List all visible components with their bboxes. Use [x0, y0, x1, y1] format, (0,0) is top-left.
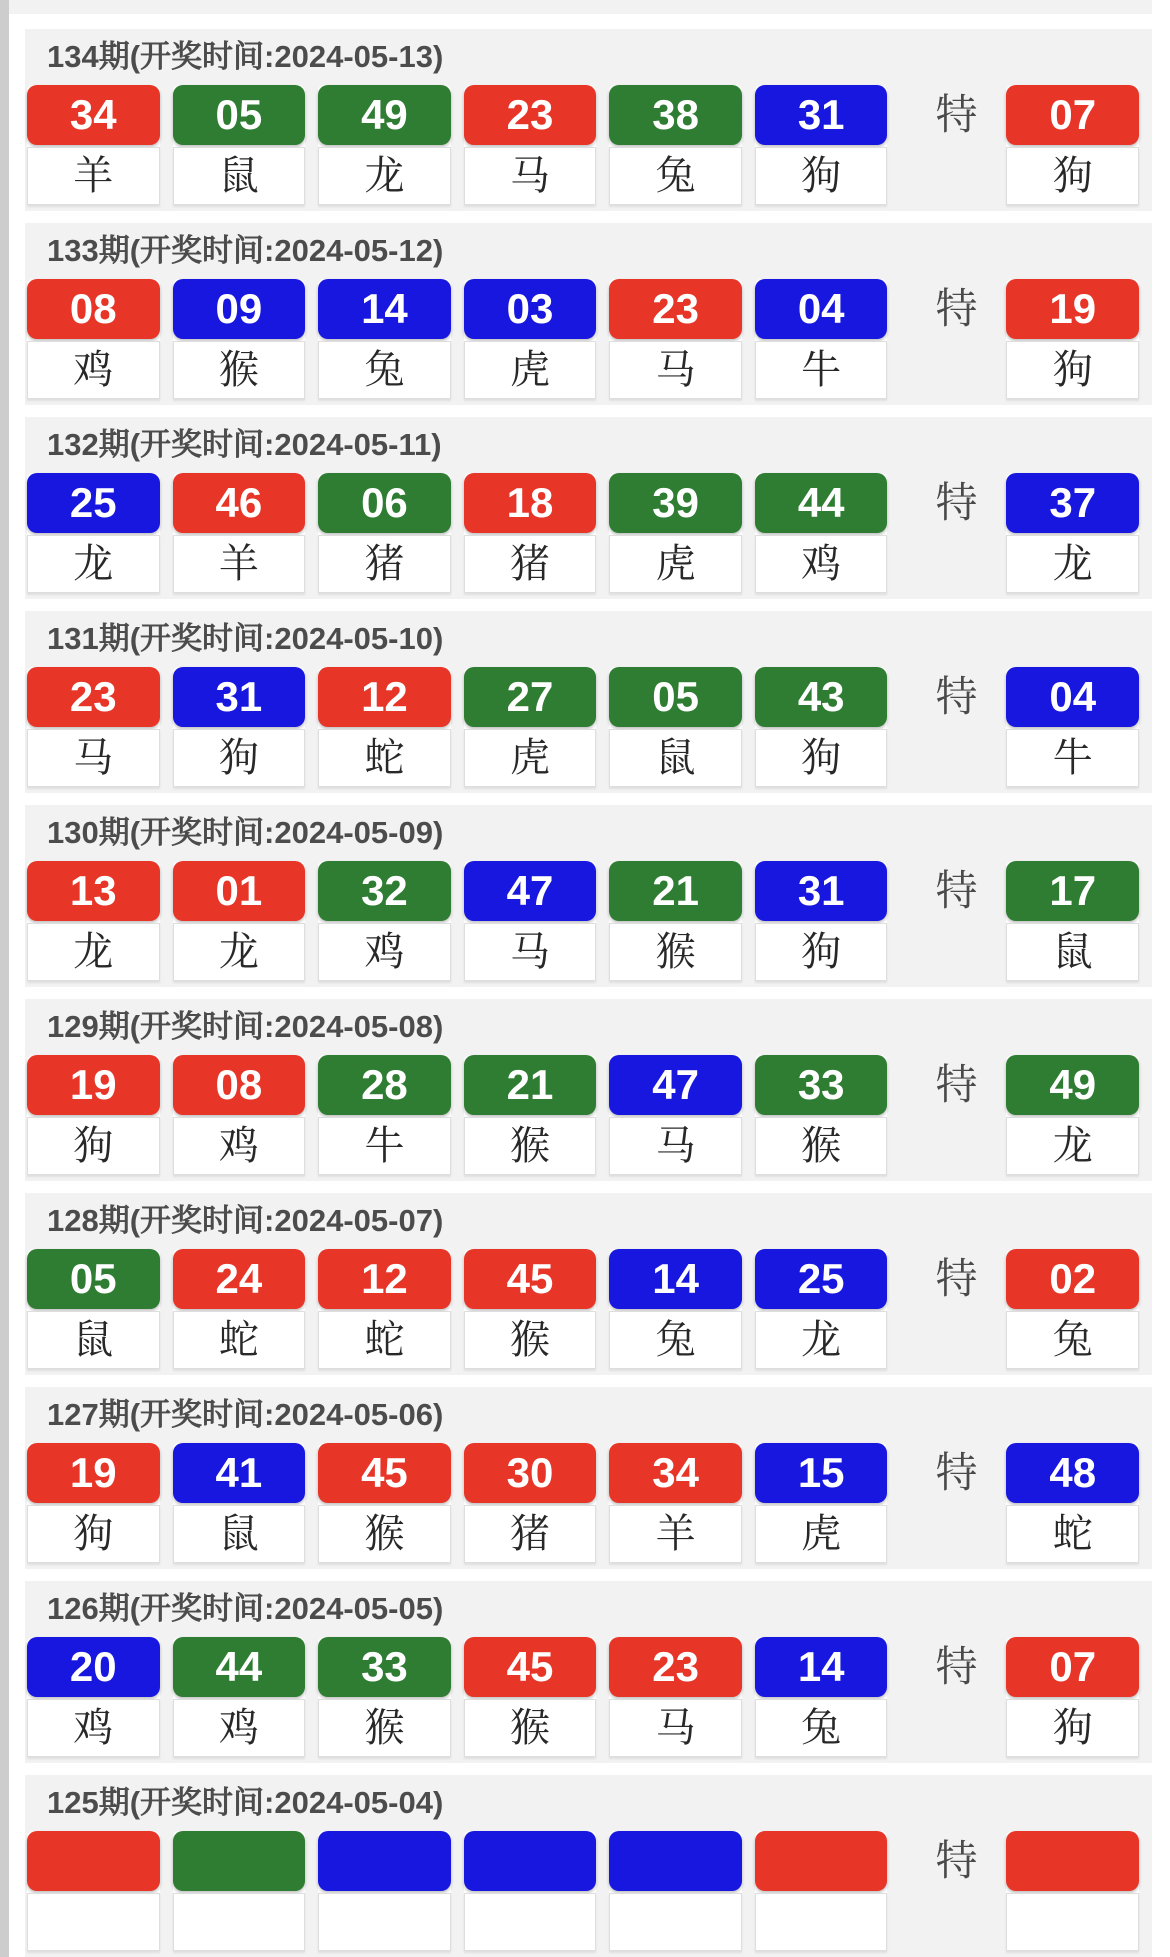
period-section — [25, 1581, 1152, 1763]
ball-zodiac: 猪 — [464, 1505, 597, 1563]
ball-number: 45 — [318, 1443, 451, 1503]
ball-card — [609, 1249, 742, 1369]
ball-card — [318, 1831, 451, 1951]
ball-zodiac: 狗 — [27, 1117, 160, 1175]
period-title: 129期(开奖时间:2024-05-08) — [47, 1009, 444, 1044]
special-ball-card — [1006, 1249, 1139, 1369]
ball-card — [755, 667, 888, 787]
ball-card — [27, 1831, 160, 1951]
ball-number: 32 — [318, 861, 451, 921]
left-edge-strip — [0, 0, 9, 1957]
ball-card — [173, 279, 306, 399]
ball-zodiac: 猴 — [318, 1699, 451, 1757]
ball-card — [609, 279, 742, 399]
ball-zodiac: 鼠 — [1006, 923, 1139, 981]
special-marker-label: 特 — [935, 1837, 978, 1884]
ball-card — [173, 1249, 306, 1369]
ball-number: 41 — [173, 1443, 306, 1503]
ball-number: 33 — [318, 1637, 451, 1697]
ball-zodiac: 狗 — [1006, 341, 1139, 399]
ball-card — [318, 473, 451, 593]
ball-zodiac: 蛇 — [173, 1311, 306, 1369]
ball-zodiac: 蛇 — [1006, 1505, 1139, 1563]
ball-card — [464, 1637, 597, 1757]
ball-zodiac: 猴 — [609, 923, 742, 981]
ball-number: 12 — [318, 1249, 451, 1309]
ball-number: 49 — [318, 85, 451, 145]
ball-zodiac: 龙 — [318, 147, 451, 205]
ball-card — [173, 1055, 306, 1175]
ball-number — [27, 1831, 160, 1891]
ball-card — [755, 1055, 888, 1175]
ball-zodiac: 羊 — [609, 1505, 742, 1563]
ball-zodiac: 猴 — [755, 1117, 888, 1175]
period-section — [25, 1387, 1152, 1569]
ball-number: 44 — [755, 473, 888, 533]
ball-number: 18 — [464, 473, 597, 533]
ball-zodiac: 羊 — [27, 147, 160, 205]
ball-number: 05 — [609, 667, 742, 727]
ball-number — [464, 1831, 597, 1891]
ball-number: 13 — [27, 861, 160, 921]
ball-number: 05 — [27, 1249, 160, 1309]
ball-zodiac — [755, 1893, 888, 1951]
ball-card — [755, 1637, 888, 1757]
special-marker-label: 特 — [935, 867, 978, 914]
ball-card — [464, 861, 597, 981]
ball-card — [173, 1637, 306, 1757]
ball-zodiac — [27, 1893, 160, 1951]
special-marker-label: 特 — [935, 91, 978, 138]
ball-number — [1006, 1831, 1139, 1891]
period-section — [25, 1193, 1152, 1375]
ball-zodiac: 鼠 — [173, 1505, 306, 1563]
special-ball-card — [1006, 473, 1139, 593]
ball-card — [318, 279, 451, 399]
special-ball-card — [1006, 1443, 1139, 1563]
special-marker-label: 特 — [935, 1255, 978, 1302]
ball-number: 19 — [27, 1443, 160, 1503]
ball-card — [609, 473, 742, 593]
ball-card — [464, 279, 597, 399]
ball-card — [609, 1443, 742, 1563]
ball-zodiac: 猪 — [464, 535, 597, 593]
ball-number: 39 — [609, 473, 742, 533]
draw-row — [25, 861, 1152, 981]
period-title: 130期(开奖时间:2024-05-09) — [47, 815, 444, 850]
ball-number: 07 — [1006, 85, 1139, 145]
ball-card — [755, 473, 888, 593]
ball-zodiac: 兔 — [318, 341, 451, 399]
ball-zodiac — [464, 1893, 597, 1951]
ball-card — [464, 473, 597, 593]
special-ball-card — [1006, 1637, 1139, 1757]
ball-number: 20 — [27, 1637, 160, 1697]
ball-card — [464, 1443, 597, 1563]
ball-card — [173, 861, 306, 981]
ball-card — [27, 1637, 160, 1757]
ball-number: 03 — [464, 279, 597, 339]
ball-number: 47 — [609, 1055, 742, 1115]
ball-zodiac: 猴 — [173, 341, 306, 399]
ball-number: 44 — [173, 1637, 306, 1697]
ball-card — [27, 473, 160, 593]
ball-zodiac: 鸡 — [318, 923, 451, 981]
ball-zodiac: 马 — [464, 923, 597, 981]
ball-card — [609, 85, 742, 205]
ball-zodiac: 猪 — [318, 535, 451, 593]
ball-zodiac: 兔 — [609, 147, 742, 205]
special-marker-label: 特 — [935, 1061, 978, 1108]
ball-zodiac: 龙 — [1006, 535, 1139, 593]
ball-number: 34 — [609, 1443, 742, 1503]
special-ball-card — [1006, 861, 1139, 981]
ball-number: 23 — [27, 667, 160, 727]
ball-zodiac — [318, 1893, 451, 1951]
ball-card — [318, 1055, 451, 1175]
ball-zodiac: 鸡 — [173, 1117, 306, 1175]
period-section — [25, 29, 1152, 211]
ball-card — [318, 1249, 451, 1369]
ball-number: 33 — [755, 1055, 888, 1115]
ball-zodiac: 虎 — [609, 535, 742, 593]
ball-zodiac — [609, 1893, 742, 1951]
ball-zodiac: 龙 — [27, 923, 160, 981]
ball-number — [173, 1831, 306, 1891]
ball-number: 12 — [318, 667, 451, 727]
ball-card — [755, 861, 888, 981]
draw-row — [25, 1443, 1152, 1563]
ball-number: 23 — [609, 1637, 742, 1697]
draw-row — [25, 473, 1152, 593]
special-marker-label: 特 — [935, 285, 978, 332]
ball-zodiac: 兔 — [1006, 1311, 1139, 1369]
ball-card — [609, 861, 742, 981]
ball-card — [27, 1249, 160, 1369]
draw-row — [25, 1249, 1152, 1369]
ball-zodiac: 狗 — [755, 147, 888, 205]
ball-zodiac: 羊 — [173, 535, 306, 593]
ball-card — [609, 1637, 742, 1757]
ball-zodiac: 猴 — [464, 1311, 597, 1369]
ball-zodiac: 龙 — [173, 923, 306, 981]
ball-zodiac: 鸡 — [755, 535, 888, 593]
ball-number: 14 — [318, 279, 451, 339]
period-section — [25, 1775, 1152, 1957]
ball-number: 06 — [318, 473, 451, 533]
ball-card — [609, 1831, 742, 1951]
ball-zodiac: 牛 — [318, 1117, 451, 1175]
ball-card — [464, 667, 597, 787]
ball-number: 09 — [173, 279, 306, 339]
ball-number: 19 — [27, 1055, 160, 1115]
ball-number: 23 — [464, 85, 597, 145]
ball-zodiac: 龙 — [755, 1311, 888, 1369]
ball-number: 31 — [755, 861, 888, 921]
ball-zodiac: 牛 — [1006, 729, 1139, 787]
ball-number: 38 — [609, 85, 742, 145]
ball-card — [27, 279, 160, 399]
ball-zodiac: 狗 — [1006, 1699, 1139, 1757]
ball-number: 23 — [609, 279, 742, 339]
special-ball-card — [1006, 1055, 1139, 1175]
ball-number: 04 — [1006, 667, 1139, 727]
ball-number: 19 — [1006, 279, 1139, 339]
ball-number: 04 — [755, 279, 888, 339]
ball-zodiac: 鸡 — [27, 1699, 160, 1757]
ball-card — [27, 861, 160, 981]
special-ball-card — [1006, 85, 1139, 205]
ball-number: 02 — [1006, 1249, 1139, 1309]
ball-number: 46 — [173, 473, 306, 533]
period-section — [25, 417, 1152, 599]
ball-zodiac: 牛 — [755, 341, 888, 399]
ball-card — [464, 1249, 597, 1369]
draw-row — [25, 1055, 1152, 1175]
ball-number — [609, 1831, 742, 1891]
period-title: 127期(开奖时间:2024-05-06) — [47, 1397, 444, 1432]
ball-zodiac: 狗 — [27, 1505, 160, 1563]
ball-zodiac: 马 — [464, 147, 597, 205]
ball-card — [27, 1443, 160, 1563]
special-marker-label: 特 — [935, 673, 978, 720]
ball-number: 30 — [464, 1443, 597, 1503]
ball-zodiac: 虎 — [464, 341, 597, 399]
ball-number: 14 — [609, 1249, 742, 1309]
special-marker-label: 特 — [935, 1449, 978, 1496]
ball-zodiac: 猴 — [464, 1117, 597, 1175]
special-ball-card — [1006, 279, 1139, 399]
ball-card — [173, 667, 306, 787]
ball-number: 07 — [1006, 1637, 1139, 1697]
ball-card — [464, 85, 597, 205]
ball-number: 08 — [27, 279, 160, 339]
ball-card — [464, 1055, 597, 1175]
ball-zodiac: 龙 — [1006, 1117, 1139, 1175]
ball-card — [27, 667, 160, 787]
ball-zodiac — [1006, 1893, 1139, 1951]
ball-card — [755, 279, 888, 399]
ball-zodiac: 猴 — [318, 1505, 451, 1563]
ball-number: 31 — [173, 667, 306, 727]
ball-number: 49 — [1006, 1055, 1139, 1115]
period-title: 132期(开奖时间:2024-05-11) — [47, 427, 442, 462]
ball-number: 14 — [755, 1637, 888, 1697]
ball-number: 25 — [27, 473, 160, 533]
ball-zodiac: 狗 — [755, 729, 888, 787]
ball-card — [318, 1637, 451, 1757]
ball-zodiac — [173, 1893, 306, 1951]
ball-number: 47 — [464, 861, 597, 921]
ball-zodiac: 马 — [27, 729, 160, 787]
period-section — [25, 999, 1152, 1181]
ball-zodiac: 狗 — [173, 729, 306, 787]
ball-zodiac: 鸡 — [27, 341, 160, 399]
ball-zodiac: 狗 — [755, 923, 888, 981]
ball-card — [318, 85, 451, 205]
ball-zodiac: 兔 — [609, 1311, 742, 1369]
ball-number: 37 — [1006, 473, 1139, 533]
draw-row — [25, 1637, 1152, 1757]
period-title: 128期(开奖时间:2024-05-07) — [47, 1203, 444, 1238]
ball-number: 48 — [1006, 1443, 1139, 1503]
ball-number: 24 — [173, 1249, 306, 1309]
ball-card — [464, 1831, 597, 1951]
ball-card — [755, 85, 888, 205]
ball-zodiac: 马 — [609, 1117, 742, 1175]
period-title: 134期(开奖时间:2024-05-13) — [47, 39, 444, 74]
ball-number: 01 — [173, 861, 306, 921]
ball-number: 05 — [173, 85, 306, 145]
draw-row — [25, 85, 1152, 205]
ball-number: 21 — [464, 1055, 597, 1115]
ball-zodiac: 龙 — [27, 535, 160, 593]
ball-card — [318, 861, 451, 981]
ball-zodiac: 虎 — [755, 1505, 888, 1563]
draw-row — [25, 1831, 1152, 1951]
draw-row — [25, 279, 1152, 399]
period-title: 125期(开奖时间:2024-05-04) — [47, 1785, 444, 1820]
ball-card — [173, 473, 306, 593]
period-title: 131期(开奖时间:2024-05-10) — [47, 621, 444, 656]
ball-card — [755, 1831, 888, 1951]
ball-number: 45 — [464, 1249, 597, 1309]
ball-zodiac: 虎 — [464, 729, 597, 787]
ball-number: 25 — [755, 1249, 888, 1309]
ball-number: 31 — [755, 85, 888, 145]
period-title: 133期(开奖时间:2024-05-12) — [47, 233, 444, 268]
ball-card — [173, 1443, 306, 1563]
ball-zodiac: 狗 — [1006, 147, 1139, 205]
ball-card — [609, 667, 742, 787]
ball-card — [755, 1443, 888, 1563]
ball-zodiac: 马 — [609, 341, 742, 399]
ball-number: 34 — [27, 85, 160, 145]
ball-number: 45 — [464, 1637, 597, 1697]
ball-card — [173, 1831, 306, 1951]
period-title: 126期(开奖时间:2024-05-05) — [47, 1591, 444, 1626]
ball-card — [27, 85, 160, 205]
special-ball-card — [1006, 667, 1139, 787]
ball-card — [27, 1055, 160, 1175]
ball-card — [173, 85, 306, 205]
special-ball-card — [1006, 1831, 1139, 1951]
ball-zodiac: 蛇 — [318, 729, 451, 787]
ball-number: 15 — [755, 1443, 888, 1503]
ball-number — [318, 1831, 451, 1891]
ball-number: 27 — [464, 667, 597, 727]
draw-row — [25, 667, 1152, 787]
ball-zodiac: 蛇 — [318, 1311, 451, 1369]
ball-zodiac: 兔 — [755, 1699, 888, 1757]
period-section — [25, 611, 1152, 793]
ball-number: 28 — [318, 1055, 451, 1115]
period-section — [25, 805, 1152, 987]
ball-zodiac: 鼠 — [27, 1311, 160, 1369]
ball-card — [755, 1249, 888, 1369]
ball-card — [318, 1443, 451, 1563]
ball-number — [755, 1831, 888, 1891]
ball-zodiac: 鸡 — [173, 1699, 306, 1757]
special-marker-label: 特 — [935, 479, 978, 526]
ball-zodiac: 鼠 — [173, 147, 306, 205]
previous-section-cutoff — [9, 0, 1152, 14]
period-section — [25, 223, 1152, 405]
ball-zodiac: 猴 — [464, 1699, 597, 1757]
results-list — [25, 29, 1152, 1957]
ball-card — [318, 667, 451, 787]
ball-number: 17 — [1006, 861, 1139, 921]
special-marker-label: 特 — [935, 1643, 978, 1690]
ball-card — [609, 1055, 742, 1175]
ball-zodiac: 鼠 — [609, 729, 742, 787]
ball-number: 08 — [173, 1055, 306, 1115]
ball-number: 21 — [609, 861, 742, 921]
ball-zodiac: 马 — [609, 1699, 742, 1757]
ball-number: 43 — [755, 667, 888, 727]
